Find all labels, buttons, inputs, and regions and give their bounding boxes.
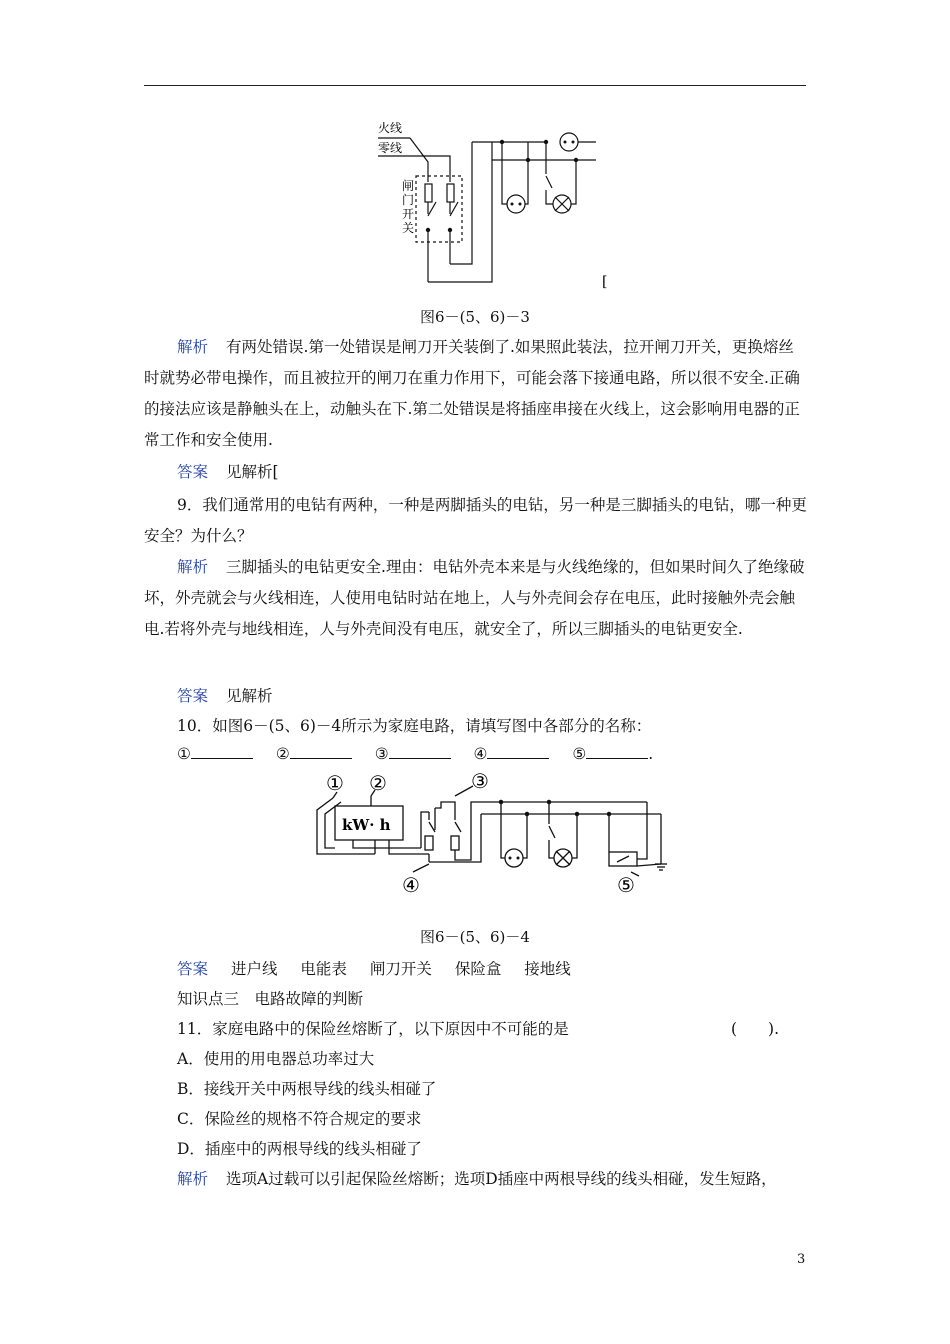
q10-question	[144, 714, 651, 736]
blank-1	[191, 744, 253, 759]
blank-end: .	[648, 745, 654, 763]
q11-option-c-text: C．保险丝的规格不符合规定的要求	[177, 1110, 422, 1128]
switch-label-1: 闸	[402, 179, 415, 193]
blank-3	[389, 744, 451, 759]
answer-3: 闸刀开关	[369, 960, 432, 978]
q11-question	[144, 1017, 808, 1039]
switch-label-3: 开	[402, 207, 415, 221]
live-wire-label: 火线	[378, 121, 403, 135]
marker-2: ②	[369, 771, 387, 795]
q9-question	[144, 490, 808, 552]
q11-option-a-text: A．使用的用电器总功率过大	[177, 1050, 375, 1068]
section-heading-text: 知识点三 电路故障的判断	[177, 990, 364, 1008]
blank-marker-5: ⑤	[572, 745, 587, 763]
marker-3: ③	[471, 769, 489, 793]
q10-answer	[144, 957, 571, 979]
figure-caption-1: 图6－(5、6)－3	[420, 308, 530, 326]
q8-analysis-text: 有两处错误.第一处错误是闸刀开关装倒了.如果照此装法，拉开闸刀开关，更换熔丝时就势必带电操作，而且被拉开的闸刀在重力作用下，可能会落下接通电路，所以很不安全.正确的接法应该是静触头在上，动触头在下.第二处错误是将插座串接在火线上，这会影响用电器的正常工作和安全使用.	[144, 338, 800, 449]
q9-answer-label: 答案	[177, 687, 209, 705]
blank-marker-1: ①	[177, 745, 191, 763]
q8-answer	[144, 460, 279, 482]
marker-1: ①	[326, 771, 344, 795]
section-heading	[144, 987, 363, 1009]
stray-bracket: [	[602, 274, 608, 290]
q11-option-b	[144, 1077, 436, 1099]
q11-option-d	[144, 1137, 422, 1159]
answer-1: 进户线	[230, 960, 278, 978]
q11-bracket: ( ).	[731, 1020, 780, 1038]
q11-option-c	[144, 1107, 421, 1129]
q8-answer-label: 答案	[177, 463, 209, 481]
q10-question-text: 10．如图6－(5、6)－4所示为家庭电路，请填写图中各部分的名称：	[177, 717, 652, 735]
marker-4: ④	[402, 873, 420, 897]
q9-analysis-text: 三脚插头的电钻更安全.理由：电钻外壳本来是与火线绝缘的，但如果时间久了绝缘破坏，外壳就会与火线相连，人使用电钻时站在地上，人与外壳间会存在电压，此时接触外壳会触电.若将外壳与地线相连，人与外壳间没有电压，就安全了，所以三脚插头的电钻更安全.	[144, 558, 805, 638]
answer-5: 接地线	[524, 960, 571, 978]
q9-answer	[144, 684, 273, 706]
blank-4	[487, 744, 549, 759]
blank-marker-4: ④	[473, 745, 488, 763]
q8-answer-text: 见解析[	[226, 463, 279, 481]
figure-6-5-6-4-diagram	[305, 768, 680, 898]
q11-analysis-label: 解析	[177, 1170, 209, 1188]
blank-marker-2: ②	[275, 745, 290, 763]
q11-analysis-text: 选项A过载可以引起保险丝熔断；选项D插座中两根导线的线头相碰，发生短路，	[226, 1170, 777, 1188]
q9-analysis	[144, 552, 808, 645]
q11-option-d-text: D．插座中的两根导线的线头相碰了	[177, 1140, 422, 1158]
q10-answer-label: 答案	[177, 960, 209, 978]
blank-marker-3: ③	[374, 745, 389, 763]
q8-analysis	[144, 332, 808, 456]
q11-option-b-text: B．接线开关中两根导线的线头相碰了	[177, 1080, 437, 1098]
q11-option-a	[144, 1047, 374, 1069]
q11-question-text: 11．家庭电路中的保险丝熔断了，以下原因中不可能的是	[177, 1020, 569, 1038]
meter-label: kW· h	[342, 816, 391, 834]
answer-4: 保险盒	[454, 960, 502, 978]
header-rule	[144, 85, 806, 86]
q10-blanks	[144, 744, 653, 763]
page-number: 3	[797, 1252, 806, 1267]
blank-2	[290, 744, 352, 759]
q9-question-text: 9．我们通常用的电钻有两种，一种是两脚插头的电钻，另一种是三脚插头的电钻，哪一种更安全？为什么？	[144, 496, 807, 545]
q8-analysis-label: 解析	[177, 338, 209, 356]
q9-answer-text: 见解析	[226, 687, 273, 705]
switch-label-4: 关	[402, 221, 415, 235]
neutral-wire-label: 零线	[378, 141, 403, 155]
blank-5	[586, 744, 648, 759]
q11-analysis	[144, 1167, 777, 1189]
marker-5: ⑤	[617, 873, 635, 897]
switch-label-2: 门	[402, 193, 415, 207]
figure-caption-2: 图6－(5、6)－4	[420, 928, 530, 946]
figure-6-5-6-3-diagram	[370, 118, 620, 290]
answer-2: 电能表	[300, 960, 347, 978]
q9-analysis-label: 解析	[177, 558, 209, 576]
